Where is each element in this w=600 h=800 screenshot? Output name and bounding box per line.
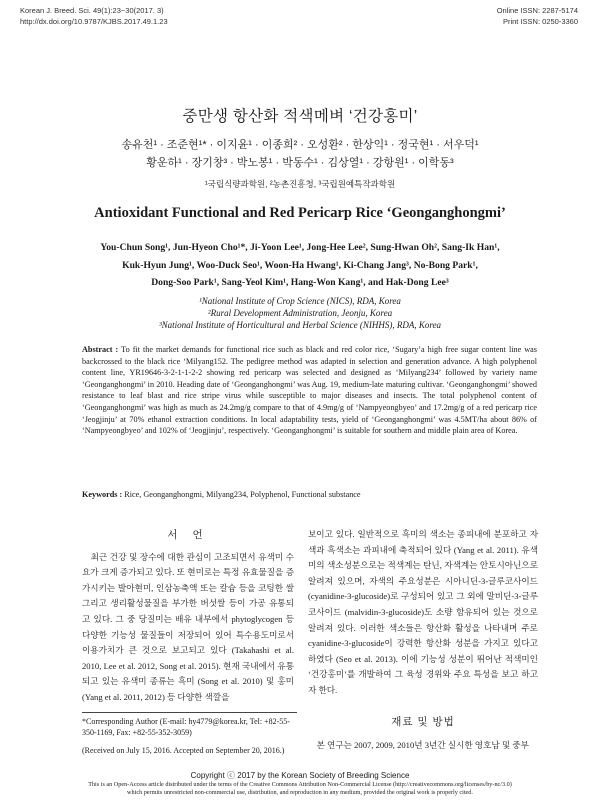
left-column [82,528,294,706]
affiliation-1: ¹National Institute of Crop Science (NICS), RDA, Korea [199,296,401,306]
abstract-text: To fit the market demands for functional rice such as black and red color rice, ‘Sugary’a high free sugar content line was backcrossed to the black rice ‘Milyang152. The pedigree method was adapted in selection and generation advance. A high polyphenol content line, YR19646-3-2-1-1-2-2 showing red pericarp was selected and designed as ‘Milyang234’ followed by variety name ‘Geonganghongmi’ in 2010. Heading date of ‘Geonganghongmi’ was Aug. 19, medium-late maturing cultivar. ‘Geonganghongmi’ showed resistance to leaf blast and rice stripe virus while susceptible to major diseases and insects. The total polyphenol content of ‘Geonganghongmi’ was high as much as 24.2mg/g compare to that of 4.9mg/g of ‘Nampyeongbyeo’ and 17.2mg/g of a red pericarp rice ‘Jeogjinju’ at 70% ethanol extraction conditions. In local adaptability tests, yield of ‘Geonganghongmi’ was 4.5MT/ha about 86% of ‘Nampyeongbyeo’ and 102% of ‘Jeogjinju’, respectively. ‘Geonganghongmi’ is suitable for southern and middle plain area of Korea. [82,345,537,436]
keywords [82,490,537,499]
doi-link[interactable]: http://dx.doi.org/10.9787/KJBS.2017.49.1.23 [20,17,168,26]
copyright-notice: Copyright ⓒ 2017 by the Korean Society of Breeding Science [190,771,410,780]
affiliation-2: ²Rural Development Administration, Jeonju, Korea [207,308,393,318]
abstract [82,344,537,437]
footnote-corresponding-author: *Corresponding Author (E-mail: hy4779@korea.kr, Tel: +82-55-350-1169, Fax: +82-55-352-3059) [82,717,290,738]
affiliation-3: ³National Institute of Horticultural and Herbal Science (NIHHS), RDA, Korea [158,320,442,330]
license-line1: This is an Open-Access article distributed under the terms of the Creative Commons Attribution Non-Commercial License (http://creativecommons.org/licenses/by-nc/3.0) [88,781,512,788]
authors-english-line2: Kuk-Hyun Jung¹, Woo-Duck Seo¹, Woon-Ha Hwang¹, Ki-Chang Jang³, No-Bong Park¹, [122,259,478,271]
license-line2: which permits unrestricted non-commercial use, distribution, and reproduction in any medium, provided the original work is properly cited. [127,789,473,796]
section-heading-intro: 서 언 [167,529,209,541]
footnote-divider [82,712,297,713]
keywords-label: Keywords : [82,490,123,499]
journal-citation: Korean J. Breed. Sci. 49(1):23~30(2017. 3) [20,6,164,15]
right-column [308,527,538,754]
title-english: Antioxidant Functional and Red Pericarp Rice ‘Geonganghongmi’ [94,205,506,221]
print-issn: Print ISSN: 0250-3360 [502,17,578,26]
keywords-text: Rice, Geonganghongmi, Milyang234, Polyphenol, Functional substance [124,490,361,499]
license-notice [40,781,560,797]
authors-korean-line2: 황운하¹ · 장기창³ · 박노봉¹ · 박동수¹ · 김상열¹ · 강항원¹ · 이학동³ [146,157,454,169]
abstract-label: Abstract : [82,345,119,354]
intro-paragraph: 최근 건강 및 장수에 대한 관심이 고조되면서 유색미 수요가 크게 증가되고 있다. 또 현미로는 특정 유효물질을 증가시키는 발아현미, 인삼농축액 또는 칼슘 등을 코팅한 쌀 그리고 생리활성물질을 부가한 버섯쌀 등이 가공 유통되고 있다. 그 중 당질미는 배유 내부에서 phytoglycogen 등 다양한 기능성 물질들이 저장되어 있어 특수용도미로서 이용가치가 큰 것으로 보고되고 있다 (Takahashi et al. 2010, Lee et al. 2012, Song et al. 2015). 현재 국내에서 유통되고 있는 유색미 종류는 흑미 (Song et al. 2010) 및 홍미 (Yang et al. 2011, 2012) 등 다양한 색깔을 [82,551,294,702]
authors-english-line1: You-Chun Song¹, Jun-Hyeon Cho¹*, Ji-Yoon Lee¹, Jong-Hee Lee², Sung-Hwan Oh², Sang-Ik Han¹, [100,242,500,253]
affiliations-korean: ¹국립식량과학원, ²농촌진흥청, ³국립원예특작과학원 [204,179,396,189]
methods-paragraph: 본 연구는 2007, 2009, 2010년 3년간 실시한 영호남 및 중부 [316,740,529,751]
footnote-received-date: (Received on July 15, 2016. Accepted on September 20, 2016.) [82,746,285,755]
right-paragraph: 보이고 있다. 일반적으로 흑미의 색소는 종피내에 분포하고 자색과 흑색소는 과피내에 축적되어 있다 (Yang et al. 2011). 유색미의 색소성분으로는 적색계는 탄닌, 자색계는 안토시아닌으로 알려져 있으며, 자색의 주요성분은 시아니딘-3-글루코사이드 (cyanidine-3-glucoside)로 구성되어 있고 그 외에 말비딘-3-글루코사이드 (malvidin-3-glucoside)도 소량 함유되어 있는 것으로 알려져 있다. 이러한 색소들은 항산화 활성을 나타내며 주로 cyanidine-3-glucoside이 강력한 항산화 성분을 가지고 있다고 하였다 (Seo et al. 2013). 이에 기능성 성분이 뛰어난 적색미인 ‘건강홍미’를 개발하여 그 육성 경위와 주요 특성을 보고 하고자 한다. [308,529,538,695]
title-korean: 중만생 항산화 적색메벼 ‘건강홍미’ [182,108,418,125]
affiliations-english [0,295,600,331]
section-heading-methods: 재료 및 방법 [391,715,455,728]
authors-english [60,239,540,292]
authors-english-line3: Dong-Soo Park¹, Sang-Yeol Kim¹, Hang-Won Kang¹, and Hak-Dong Lee³ [151,277,449,288]
online-issn: Online ISSN: 2287-5174 [496,6,578,15]
authors-korean-line1: 송유천¹ · 조준현¹* · 이지윤¹ · 이종희² · 오성환² · 한상익¹ · 정국현¹ · 서우덕¹ [121,139,479,151]
